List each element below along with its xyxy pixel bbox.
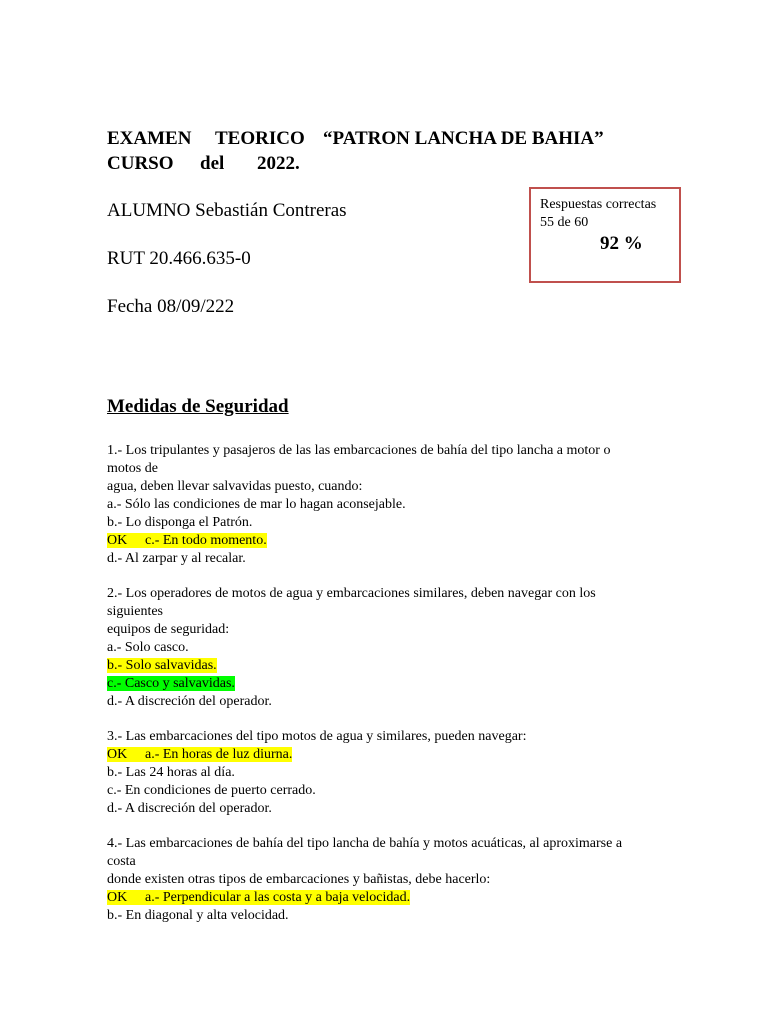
answer-option bbox=[107, 907, 667, 925]
answer-option bbox=[107, 693, 667, 711]
question-text-line: costa bbox=[107, 854, 136, 869]
course-word-2: del bbox=[200, 153, 225, 174]
answer-option bbox=[107, 550, 667, 568]
answer-option bbox=[107, 782, 667, 800]
score-count: 55 de 60 bbox=[540, 215, 589, 230]
student-name: ALUMNO Sebastián Contreras bbox=[107, 200, 347, 221]
answer-option bbox=[107, 496, 667, 514]
question-text-line: donde existen otras tipos de embarcaciones y bañistas, debe hacerlo: bbox=[107, 872, 491, 887]
section-title: Medidas de Seguridad bbox=[107, 396, 289, 417]
exam-title-word-3: “PATRON LANCHA DE BAHIA” bbox=[323, 128, 604, 149]
answer-text: c.- Casco y salvavidas. bbox=[107, 676, 235, 691]
question-list bbox=[107, 442, 667, 942]
question-text-line: agua, deben llevar salvavidas puesto, cuando: bbox=[107, 479, 363, 494]
exam-title-word-2: TEORICO bbox=[215, 128, 305, 149]
student-rut: RUT 20.466.635-0 bbox=[107, 248, 251, 269]
question-text-line: 1.- Los tripulantes y pasajeros de las las embarcaciones de bahía del tipo lancha a motor o bbox=[107, 443, 611, 458]
question-text-line: 4.- Las embarcaciones de bahía del tipo lancha de bahía y motos acuáticas, al aproximarse a bbox=[107, 836, 623, 851]
answer-text: c.- En condiciones de puerto cerrado. bbox=[107, 783, 316, 798]
answer-option bbox=[107, 657, 667, 675]
answer-text: b.- En diagonal y alta velocidad. bbox=[107, 908, 289, 923]
answer-text-wrap bbox=[107, 551, 246, 566]
answer-text: d.- Al zarpar y al recalar. bbox=[107, 551, 246, 566]
answer-option bbox=[107, 889, 667, 907]
highlighted-answer bbox=[107, 533, 267, 548]
course-word-3: 2022. bbox=[257, 153, 300, 174]
answer-text: b.- Solo salvavidas. bbox=[107, 658, 217, 673]
answer-text-wrap bbox=[107, 640, 189, 655]
answer-text: a.- Perpendicular a las costa y a baja velocidad. bbox=[145, 890, 411, 905]
answer-text: d.- A discreción del operador. bbox=[107, 801, 272, 816]
course-word-1: CURSO bbox=[107, 153, 174, 174]
highlighted-answer bbox=[107, 658, 217, 673]
exam-date: Fecha 08/09/222 bbox=[107, 296, 235, 317]
answer-text-wrap bbox=[107, 783, 316, 798]
score-percent: 92 % bbox=[600, 233, 643, 254]
ok-mark: OK bbox=[107, 533, 128, 548]
question-1 bbox=[107, 442, 667, 568]
answer-text-wrap bbox=[107, 908, 289, 923]
ok-mark: OK bbox=[107, 747, 128, 762]
question-text-line: 3.- Las embarcaciones del tipo motos de agua y similares, pueden navegar: bbox=[107, 729, 527, 744]
answer-text: a.- Sólo las condiciones de mar lo hagan aconsejable. bbox=[107, 497, 406, 512]
question-text-line: siguientes bbox=[107, 604, 163, 619]
answer-text: d.- A discreción del operador. bbox=[107, 694, 272, 709]
question-text-line: equipos de seguridad: bbox=[107, 622, 230, 637]
exam-title-word-1: EXAMEN bbox=[107, 128, 192, 149]
answer-text: b.- Las 24 horas al día. bbox=[107, 765, 235, 780]
answer-option bbox=[107, 639, 667, 657]
answer-text-wrap bbox=[107, 765, 235, 780]
answer-option bbox=[107, 764, 667, 782]
question-text-line: 2.- Los operadores de motos de agua y embarcaciones similares, deben navegar con los bbox=[107, 586, 596, 601]
question-3 bbox=[107, 728, 667, 818]
answer-option bbox=[107, 800, 667, 818]
answer-text-wrap bbox=[107, 497, 406, 512]
answer-text: b.- Lo disponga el Patrón. bbox=[107, 515, 253, 530]
highlighted-answer bbox=[107, 890, 410, 905]
answer-text-wrap bbox=[107, 801, 272, 816]
answer-text: a.- En horas de luz diurna. bbox=[145, 747, 293, 762]
answer-option bbox=[107, 746, 667, 764]
answer-option bbox=[107, 675, 667, 693]
highlighted-answer bbox=[107, 676, 235, 691]
answer-option bbox=[107, 532, 667, 550]
highlighted-answer bbox=[107, 747, 292, 762]
answer-option bbox=[107, 514, 667, 532]
question-2 bbox=[107, 585, 667, 711]
answer-text: a.- Solo casco. bbox=[107, 640, 189, 655]
answer-text-wrap bbox=[107, 515, 252, 530]
answer-text: c.- En todo momento. bbox=[145, 533, 267, 548]
question-4 bbox=[107, 835, 667, 925]
ok-mark: OK bbox=[107, 890, 128, 905]
score-label: Respuestas correctas bbox=[540, 197, 657, 212]
answer-text-wrap bbox=[107, 694, 272, 709]
question-text-line: motos de bbox=[107, 461, 158, 476]
score-box bbox=[529, 187, 681, 283]
